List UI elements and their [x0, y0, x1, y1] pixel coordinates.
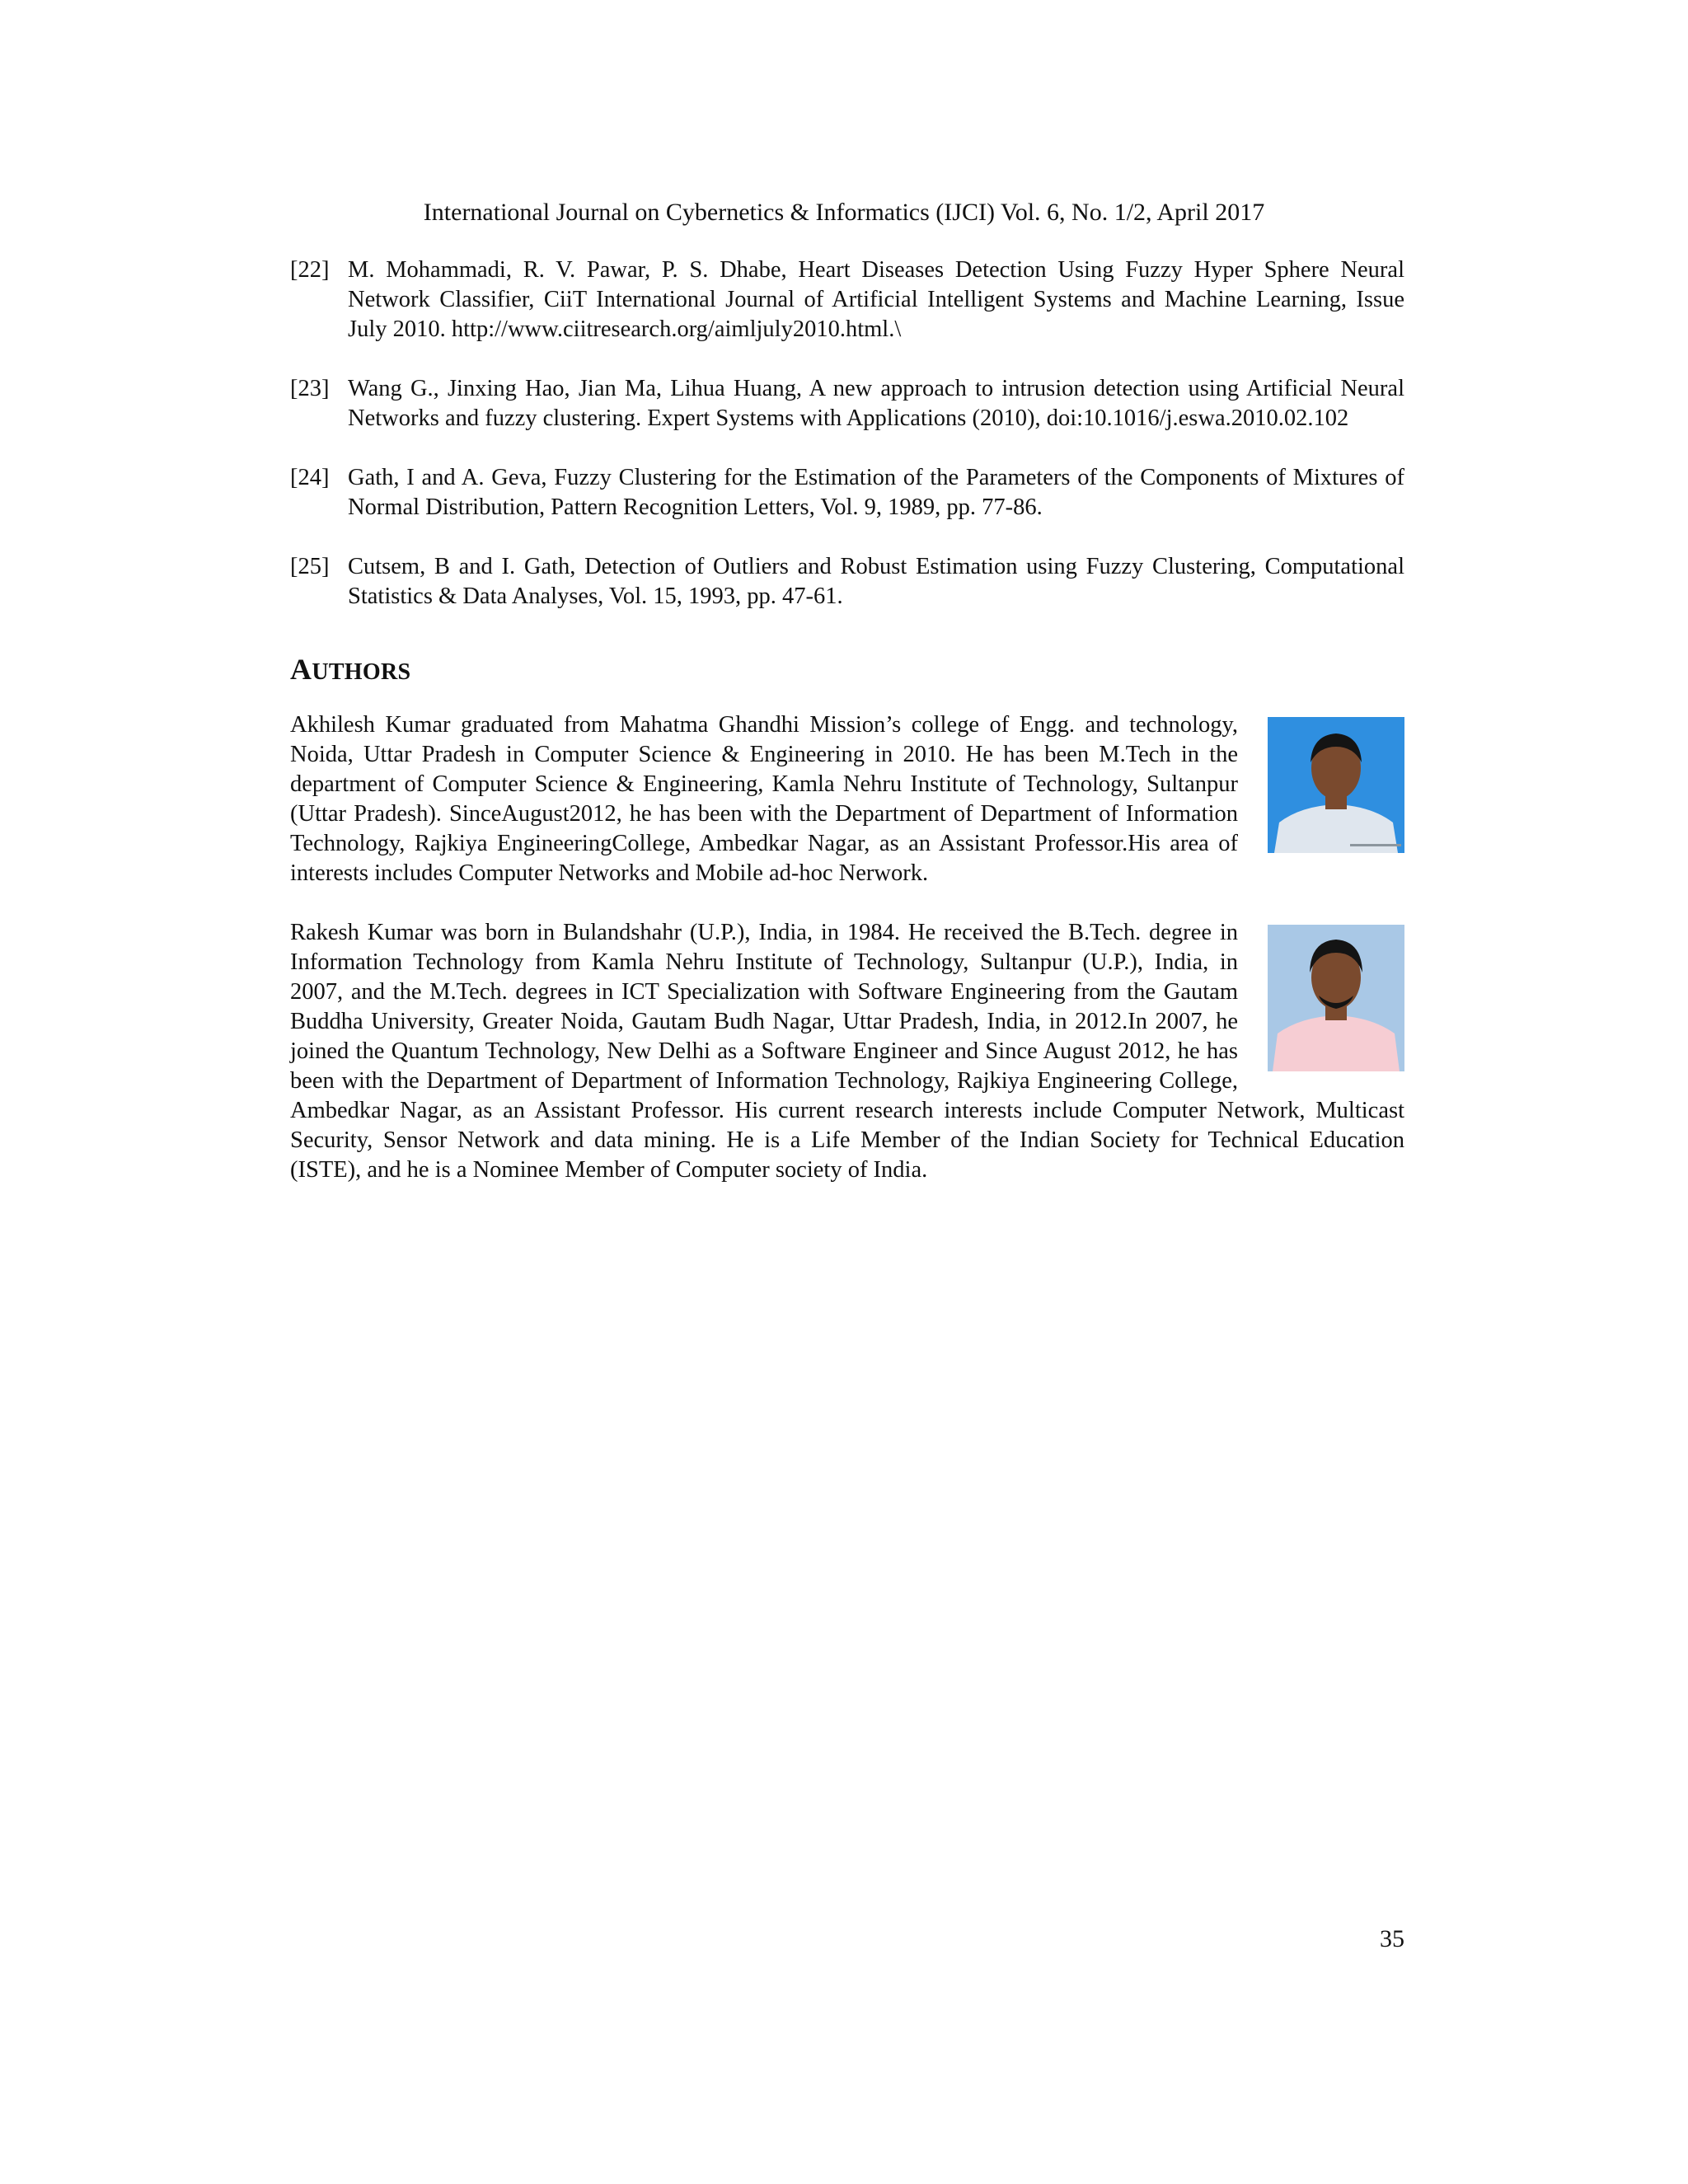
running-head: International Journal on Cybernetics & Informatics (IJCI) Vol. 6, No. 1/2, April 2017 [423, 199, 1265, 226]
author-photo-icon [1268, 925, 1404, 1071]
reference-number: [23] [290, 376, 330, 401]
author-bio-rakesh [290, 918, 1404, 1185]
reference-number: [24] [290, 465, 330, 490]
author-bio-text: Rakesh Kumar was born in Bulandshahr (U.P.), India, in 1984. He received the B.Tech. degree in Information Technology from Kamla Nehru Institute of Technology, Sultanpur (U.P.), India, in 2007, and the M.Tech. degrees in ICT Specialization with Software Engineering from the Gautam Buddha University, Greater Noida, Gautam Budh Nagar, Uttar Pradesh, India, in 2012.In 2007, he joined the Quantum Technology, New Delhi as a Software Engineer and Since August 2012, he has been with the Department of Department of Information Technology, Rajkiya Engineering College, Ambedkar Nagar, as an Assistant Professor. His current research interests include Computer Network, Multicast Security, Sensor Network and data mining. He is a Life Member of the Indian Society for Technical Education (ISTE), and he is a Nominee Member of Computer society of India. [290, 920, 1404, 1183]
authors-heading-rest: UTHORS [312, 659, 411, 685]
page-number: 35 [1380, 1925, 1404, 1952]
references-list [290, 255, 1404, 612]
authors-heading-initial: A [290, 653, 312, 686]
reference-number: [25] [290, 554, 330, 579]
reference-item [290, 552, 1404, 612]
author-bio-text: Akhilesh Kumar graduated from Mahatma Ghandhi Mission’s college of Engg. and technology, Noida, Uttar Pradesh in Computer Science & Engineering in 2010. He has been M.Tech in the department of Computer Science & Engineering, Kamla Nehru Institute of Technology, Sultanpur (Uttar Pradesh). SinceAugust2012, he has been with the Department of Department of Information Technology, Rajkiya EngineeringCollege, Ambedkar Nagar, as an Assistant Professor.His area of interests includes Computer Networks and Mobile ad-hoc Nerwork. [290, 712, 1238, 886]
reference-item [290, 255, 1404, 344]
authors-heading [290, 654, 1404, 687]
reference-text: M. Mohammadi, R. V. Pawar, P. S. Dhabe, Heart Diseases Detection Using Fuzzy Hyper Sphere Neural Network Classifier, CiiT International Journal of Artificial Intelligent Systems and Machine Learning, Issue July 2010. http://www.ciitresearch.org/aimljuly2010.html.\ [348, 257, 1404, 342]
reference-text: Wang G., Jinxing Hao, Jian Ma, Lihua Huang, A new approach to intrusion detection using Artificial Neural Networks and fuzzy clustering. Expert Systems with Applications (2010), doi:10.1016/j.eswa.2010.02.102 [348, 376, 1404, 431]
author-photo-icon [1268, 717, 1404, 853]
reference-text: Cutsem, B and I. Gath, Detection of Outliers and Robust Estimation using Fuzzy Clustering, Computational Statistics & Data Analyses, Vol. 15, 1993, pp. 47-61. [348, 554, 1404, 609]
author-bio-akhilesh [290, 710, 1404, 888]
reference-text: Gath, I and A. Geva, Fuzzy Clustering for the Estimation of the Parameters of the Components of Mixtures of Normal Distribution, Pattern Recognition Letters, Vol. 9, 1989, pp. 77-86. [348, 465, 1404, 520]
reference-number: [22] [290, 257, 330, 283]
reference-item [290, 374, 1404, 434]
reference-item [290, 463, 1404, 523]
page-body [290, 255, 1404, 1215]
